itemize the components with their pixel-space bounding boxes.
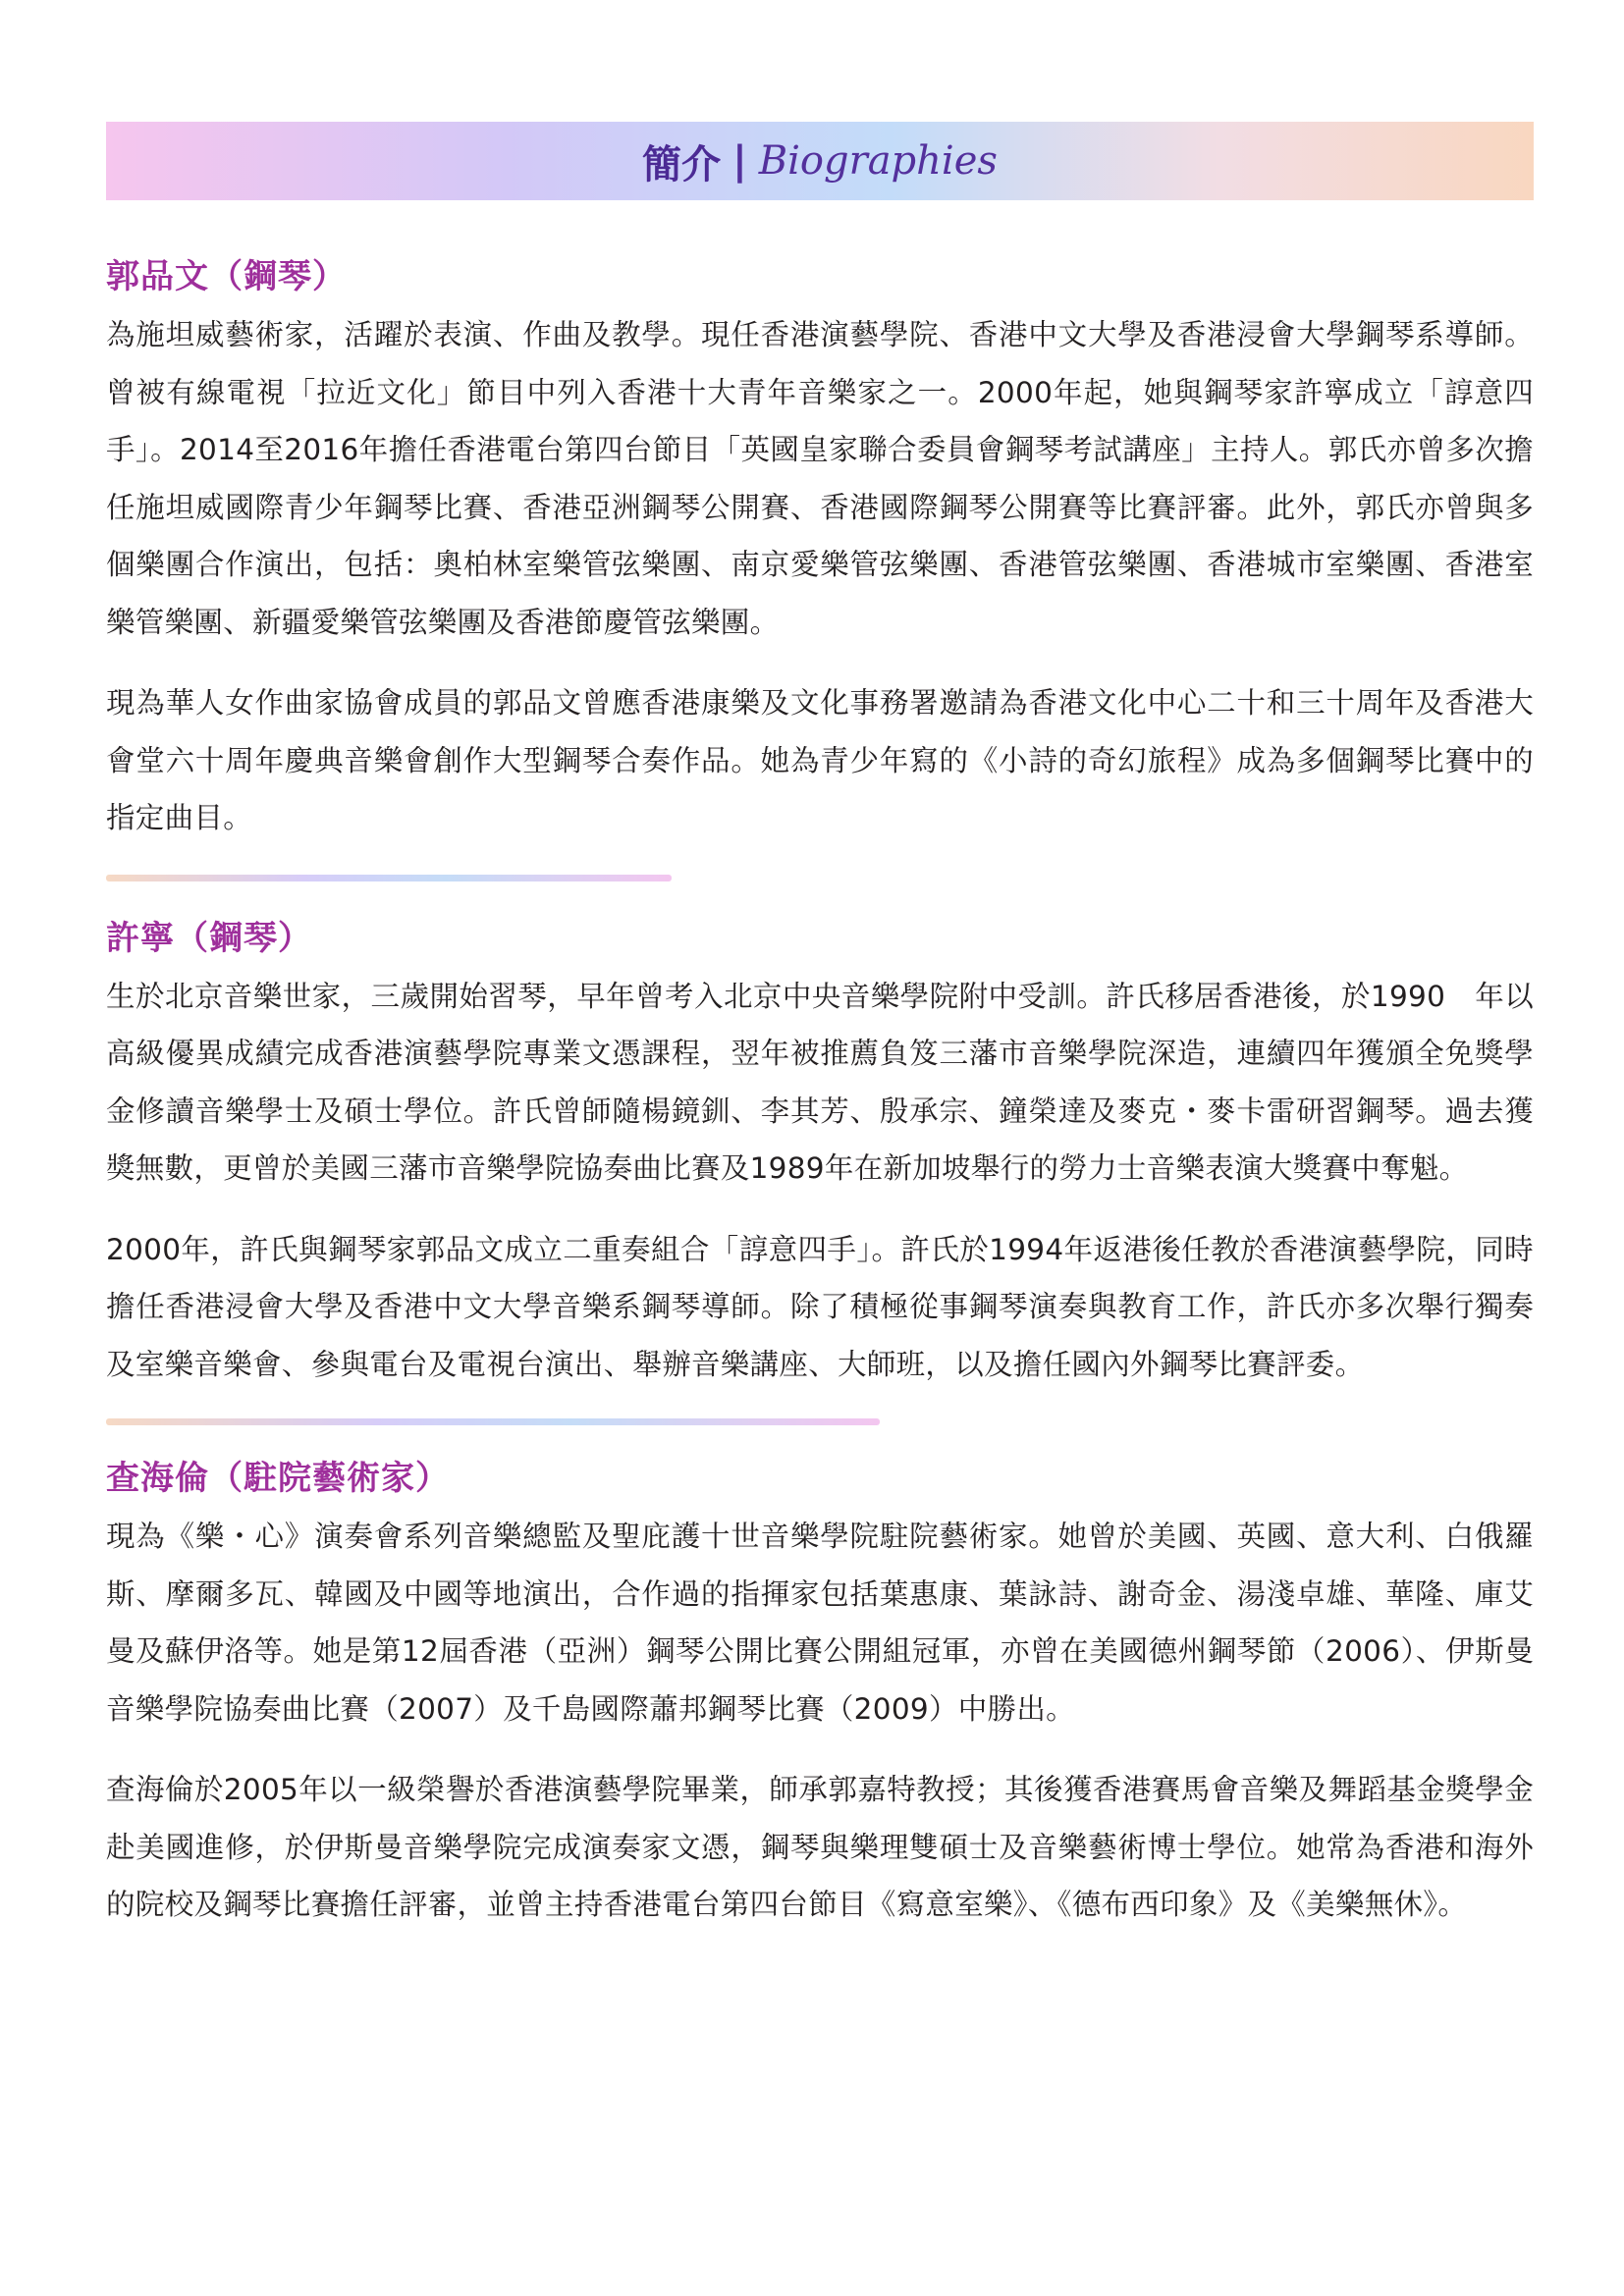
biography-hui-ling (106, 915, 1534, 1394)
biography-kwok-ban-man (106, 253, 1534, 847)
document-page (106, 122, 1534, 1934)
header-title-english: Biographies (758, 138, 998, 184)
section-header-banner (106, 122, 1534, 200)
header-separator: | (732, 138, 747, 184)
bio-name: 查海倫（駐院藝術家） (106, 1459, 450, 1498)
bio-paragraph: 現為《樂・心》演奏會系列音樂總監及聖庇護十世音樂學院駐院藝術家。她曾於美國、英國、意大利、白俄羅斯、摩爾多瓦、韓國及中國等地演出，合作過的指揮家包括葉惠康、葉詠詩、謝奇金、湯淺卓雄、華隆、庫艾曼及蘇伊洛等。她是第12屆香港（亞洲）鋼琴公開比賽公開組冠軍，亦曾在美國德州鋼琴節（2006）、伊斯曼音樂學院協奏曲比賽（2007）及千島國際蕭邦鋼琴比賽（2009）中勝出。 (106, 1520, 1534, 1726)
header-title-chinese: 簡介 (642, 141, 722, 187)
section-divider (106, 875, 672, 881)
bio-paragraph: 現為華人女作曲家協會成員的郭品文曾應香港康樂及文化事務署邀請為香港文化中心二十和三十周年及香港大會堂六十周年慶典音樂會創作大型鋼琴合奏作品。她為青少年寫的《小詩的奇幻旅程》成為多個鋼琴比賽中的指定曲目。 (106, 686, 1534, 834)
biography-cha-hoi-lun (106, 1455, 1534, 1934)
bio-paragraph: 2000年，許氏與鋼琴家郭品文成立二重奏組合「諄意四手」。許氏於1994年返港後任教於香港演藝學院，同時擔任香港浸會大學及香港中文大學音樂系鋼琴導師。除了積極從事鋼琴演奏與教育工作，許氏亦多次舉行獨奏及室樂音樂會、參與電台及電視台演出、舉辦音樂講座、大師班，以及擔任國內外鋼琴比賽評委。 (106, 1232, 1534, 1381)
bio-paragraph: 生於北京音樂世家，三歲開始習琴，早年曾考入北京中央音樂學院附中受訓。許氏移居香港後，於1990 年以高級優異成績完成香港演藝學院專業文憑課程，翌年被推薦負笈三藩市音樂學院深造，連續四年獲頒全免獎學金修讀音樂學士及碩士學位。許氏曾師隨楊鏡釧、李其芳、殷承宗、鐘榮達及麥克・麥卡雷研習鋼琴。過去獲獎無數，更曾於美國三藩市音樂學院協奏曲比賽及1989年在新加坡舉行的勞力士音樂表演大獎賽中奪魁。 (106, 979, 1534, 1185)
bio-name: 許寧（鋼琴） (106, 918, 312, 958)
section-divider (106, 1418, 880, 1425)
bio-paragraph: 查海倫於2005年以一級榮譽於香港演藝學院畢業，師承郭嘉特教授；其後獲香港賽馬會音樂及舞蹈基金獎學金赴美國進修，於伊斯曼音樂學院完成演奏家文憑，鋼琴與樂理雙碩士及音樂藝術博士學位。她常為香港和海外的院校及鋼琴比賽擔任評審，並曾主持香港電台第四台節目《寫意室樂》、《德布西印象》及《美樂無休》。 (106, 1773, 1534, 1921)
bio-name: 郭品文（鋼琴） (106, 257, 347, 296)
bio-paragraph: 為施坦威藝術家，活躍於表演、作曲及教學。現任香港演藝學院、香港中文大學及香港浸會大學鋼琴系導師。曾被有線電視「拉近文化」節目中列入香港十大青年音樂家之一。2000年起，她與鋼琴家許寧成立「諄意四手」。2014至2016年擔任香港電台第四台節目「英國皇家聯合委員會鋼琴考試講座」主持人。郭氏亦曾多次擔任施坦威國際青少年鋼琴比賽、香港亞洲鋼琴公開賽、香港國際鋼琴公開賽等比賽評審。此外，郭氏亦曾與多個樂團合作演出，包括：奧柏林室樂管弦樂團、南京愛樂管弦樂團、香港管弦樂團、香港城市室樂團、香港室樂管樂團、新疆愛樂管弦樂團及香港節慶管弦樂團。 (106, 318, 1534, 639)
